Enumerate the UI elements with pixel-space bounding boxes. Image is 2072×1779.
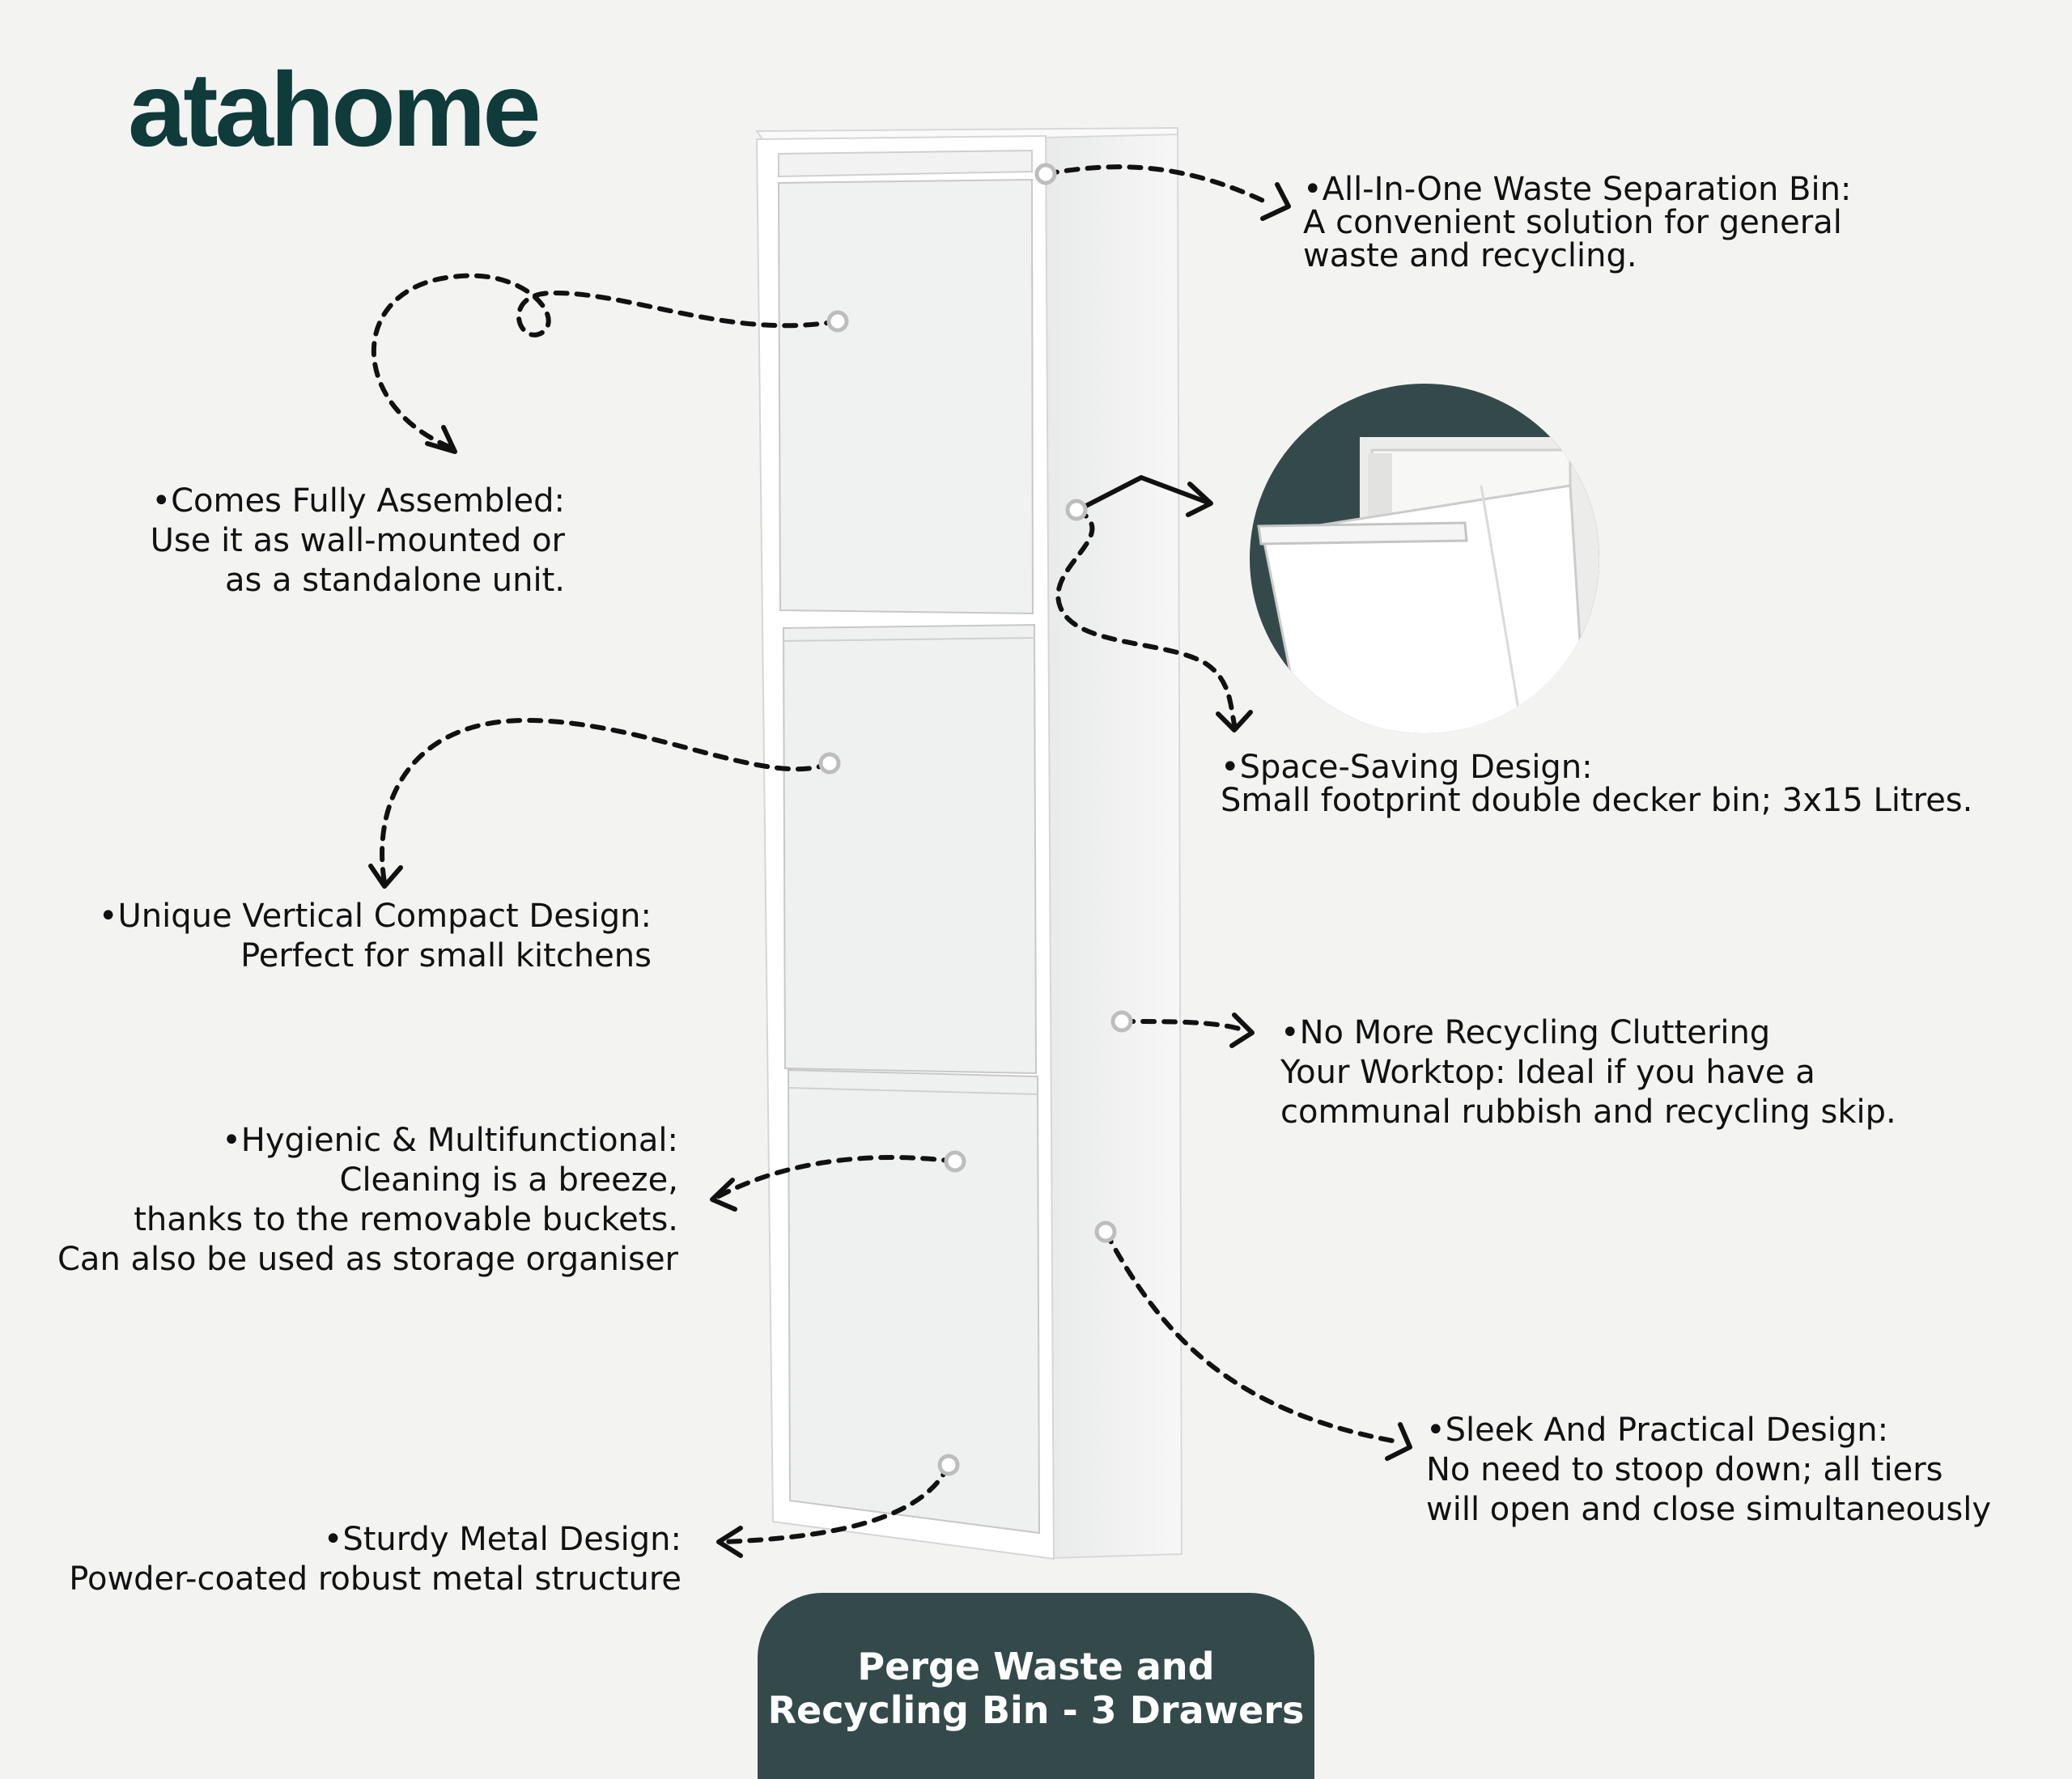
cabinet <box>757 128 1182 1559</box>
feature-title: •Unique Vertical Compact Design: <box>98 898 652 935</box>
feature-line: waste and recycling. <box>1303 237 1637 274</box>
feature-hygienic <box>57 1121 678 1280</box>
feature-all-in-one <box>1303 173 1851 273</box>
feature-line: Small footprint double decker bin; 3x15 Litres. <box>1221 782 1973 819</box>
drawer-closeup-circle <box>1250 384 1603 777</box>
product-title-line1: Perge Waste and <box>857 1645 1215 1688</box>
feature-line: Perfect for small kitchens <box>240 937 652 974</box>
feature-line: will open and close simultaneously <box>1426 1491 1992 1528</box>
feature-line: Use it as wall-mounted or <box>150 522 565 559</box>
feature-title: •All-In-One Waste Separation Bin: <box>1303 171 1852 208</box>
feature-line: communal rubbish and recycling skip. <box>1280 1093 1896 1131</box>
feature-title: •Hygienic & Multifunctional: <box>222 1122 678 1159</box>
feature-vertical-compact <box>99 897 652 976</box>
feature-line: Cleaning is a breeze, <box>339 1161 678 1199</box>
feature-line: as a standalone unit. <box>224 562 565 599</box>
feature-line: Your Worktop: Ideal if you have a <box>1280 1054 1815 1091</box>
brand-logo: atahome <box>128 50 538 168</box>
drawer-top <box>779 151 1033 614</box>
feature-fully-assembled <box>151 482 565 601</box>
feature-line: thanks to the removable buckets. <box>134 1201 678 1238</box>
feature-space-saving <box>1221 751 1972 817</box>
product-title-box <box>758 1593 1314 1779</box>
feature-line: A convenient solution for general <box>1303 204 1842 241</box>
feature-line: No need to stoop down; all tiers <box>1426 1451 1943 1488</box>
product-title-line2: Recycling Bin - 3 Drawers <box>767 1688 1305 1732</box>
feature-line: Powder-coated robust metal structure <box>69 1560 681 1598</box>
feature-sleek <box>1426 1411 1991 1530</box>
feature-no-cluttering <box>1280 1013 1896 1132</box>
feature-title: •Sleek And Practical Design: <box>1426 1412 1889 1449</box>
feature-title: •Sturdy Metal Design: <box>323 1521 681 1558</box>
feature-title: •Comes Fully Assembled: <box>151 482 565 520</box>
drawer-middle <box>783 625 1036 1073</box>
feature-line: Can also be used as storage organiser <box>57 1241 678 1278</box>
feature-sturdy <box>69 1520 681 1599</box>
drawer-bottom <box>788 1070 1039 1533</box>
feature-title: •No More Recycling Cluttering <box>1280 1014 1771 1051</box>
feature-title: •Space-Saving Design: <box>1221 749 1593 786</box>
